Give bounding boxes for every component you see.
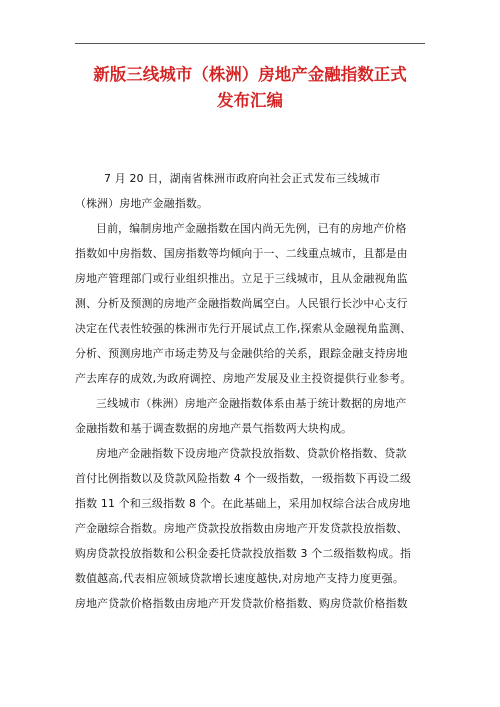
title-line-2: 发布汇编 [217, 91, 283, 110]
body-line: 指数如中房指数、国房指数等均倾向于一、二线重点城市，且都是由 [75, 247, 408, 260]
body-line: 金融指数和基于调查数据的房地产景气指数两大块构成。 [75, 422, 353, 435]
document-body [75, 166, 435, 616]
header-rule [75, 43, 425, 44]
document-title [60, 62, 440, 114]
body-line: 房地产贷款价格指数由房地产开发贷款价格指数、购房贷款价格指数 [75, 597, 408, 610]
body-line: 房地产管理部门或行业组织推出。立足于三线城市，且从金融视角监 [75, 272, 408, 285]
body-line: 首付比例指数以及贷款风险指数 4 个一级指数，一级指数下再设二级 [75, 472, 412, 485]
body-line: 7 月 20 日，湖南省株洲市政府向社会正式发布三线城市 [104, 172, 381, 185]
body-line: 分析、预测房地产市场走势及与金融供给的关系，跟踪金融支持房地 [75, 347, 408, 360]
body-line: 产去库存的成效,为政府调控、房地产发展及业主投资提供行业参考。 [75, 372, 412, 385]
body-line: 购房贷款投放指数和公积金委托贷款投放指数 3 个二级指数构成。指 [75, 547, 412, 560]
body-line: （株洲）房地产金融指数。 [75, 197, 209, 210]
body-line: 目前，编制房地产金融指数在国内尚无先例，已有的房地产价格 [96, 222, 407, 235]
body-line: 三线城市（株洲）房地产金融指数体系由基于统计数据的房地产 [96, 397, 407, 410]
body-line: 数值越高,代表相应领域贷款增长速度越快,对房地产支持力度更强。 [75, 572, 404, 585]
body-line: 决定在代表性较强的株洲市先行开展试点工作,探索从金融视角监测、 [75, 322, 412, 335]
body-line: 房地产金融指数下设房地产贷款投放指数、贷款价格指数、贷款 [96, 447, 407, 460]
body-line: 测、分析及预测的房地产金融指数尚属空白。人民银行长沙中心支行 [75, 297, 408, 310]
title-line-1: 新版三线城市（株洲）房地产金融指数正式 [93, 65, 407, 84]
body-line: 指数 11 个和三级指数 8 个。在此基础上，采用加权综合法合成房地 [75, 497, 411, 510]
body-line: 产金融综合指数。房地产贷款投放指数由房地产开发贷款投放指数、 [75, 522, 408, 535]
